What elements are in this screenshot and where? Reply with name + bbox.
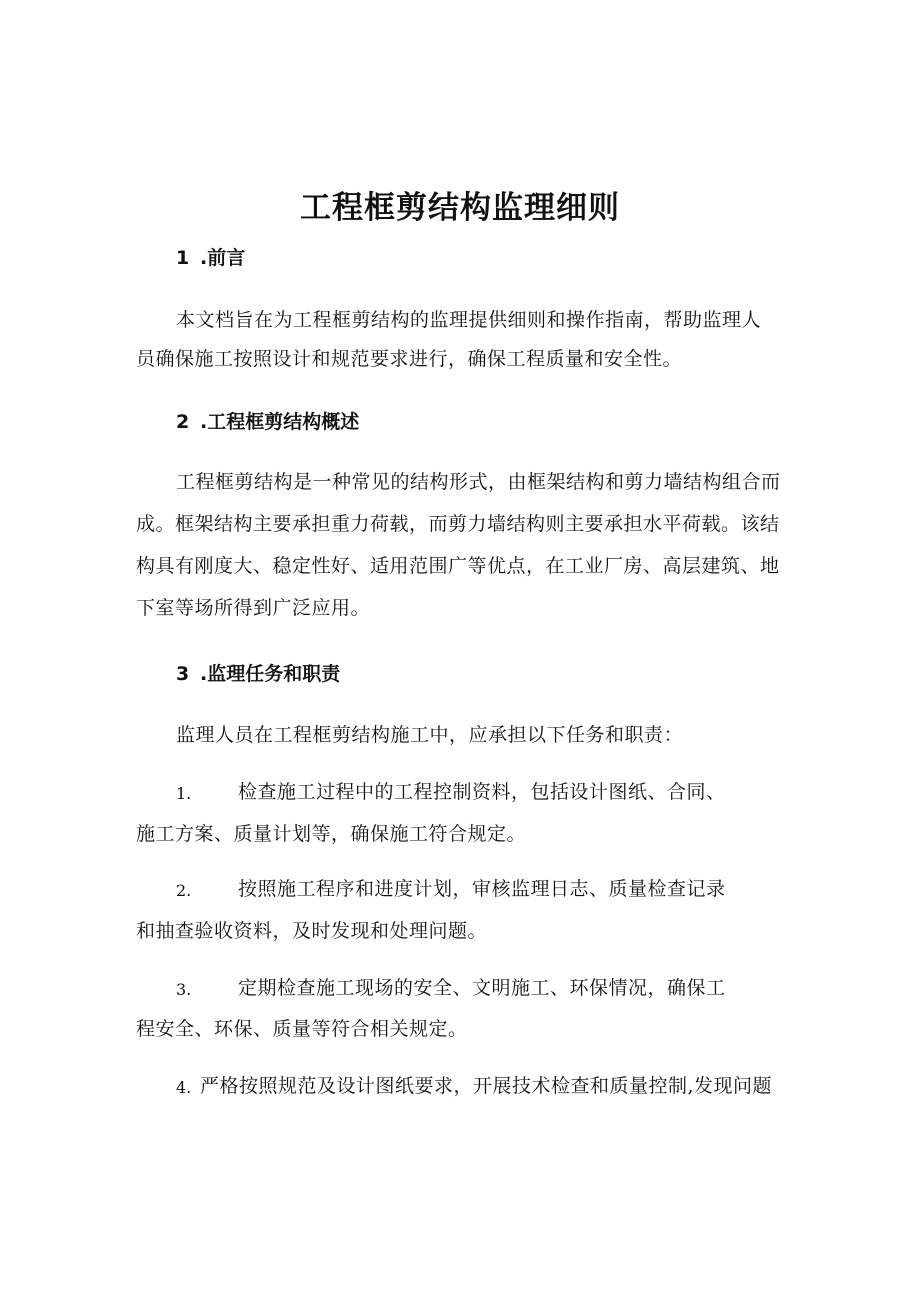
- list-item-number: 3.: [176, 980, 192, 999]
- document-title: 工程框剪结构监理细则: [300, 190, 620, 226]
- list-item-number: 1.: [176, 784, 192, 803]
- list-item-text: 按照施工程序和进度计划，审核监理日志、质量检查记录: [238, 878, 726, 900]
- section-number: 3: [176, 663, 190, 685]
- paragraph-line: 下室等场所得到广泛应用。: [136, 597, 371, 619]
- section-1-heading: [176, 245, 245, 271]
- paragraph-line: 构具有刚度大、稳定性好、适用范围广等优点，在工业厂房、高层建筑、地: [136, 555, 780, 577]
- list-item-text: 程安全、环保、质量等符合相关规定。: [136, 1018, 468, 1040]
- section-3-heading: [176, 661, 340, 687]
- section-number: 1: [176, 247, 190, 269]
- list-item-number: 2.: [176, 881, 192, 900]
- section-title: .工程框剪结构概述: [200, 411, 360, 433]
- section-title: .前言: [200, 247, 246, 269]
- list-item-text: 定期检查施工现场的安全、文明施工、环保情况，确保工: [238, 977, 726, 999]
- section-title: .监理任务和职责: [200, 663, 341, 685]
- paragraph-line: 成。框架结构主要承担重力荷载，而剪力墙结构则主要承担水平荷载。该结: [136, 513, 780, 535]
- list-item-text: 和抽查验收资料，及时发现和处理问题。: [136, 920, 488, 942]
- section-number: 2: [176, 411, 190, 433]
- list-item-text: 检查施工过程中的工程控制资料，包括设计图纸、合同、: [238, 781, 726, 803]
- list-item-number: 4.: [176, 1078, 192, 1097]
- list-item-text: 施工方案、质量计划等，确保施工符合规定。: [136, 823, 527, 845]
- section-intro: 监理人员在工程框剪结构施工中，应承担以下任务和职责：: [176, 724, 684, 746]
- paragraph-line: 员确保施工按照设计和规范要求进行，确保工程质量和安全性。: [136, 348, 683, 370]
- section-2-heading: [176, 409, 359, 435]
- list-item-text: 严格按照规范及设计图纸要求，开展技术检查和质量控制,发现问题: [200, 1075, 773, 1097]
- paragraph-line: 本文档旨在为工程框剪结构的监理提供细则和操作指南，帮助监理人: [176, 309, 762, 331]
- paragraph-line: 工程框剪结构是一种常见的结构形式，由框架结构和剪力墙结构组合而: [176, 471, 781, 493]
